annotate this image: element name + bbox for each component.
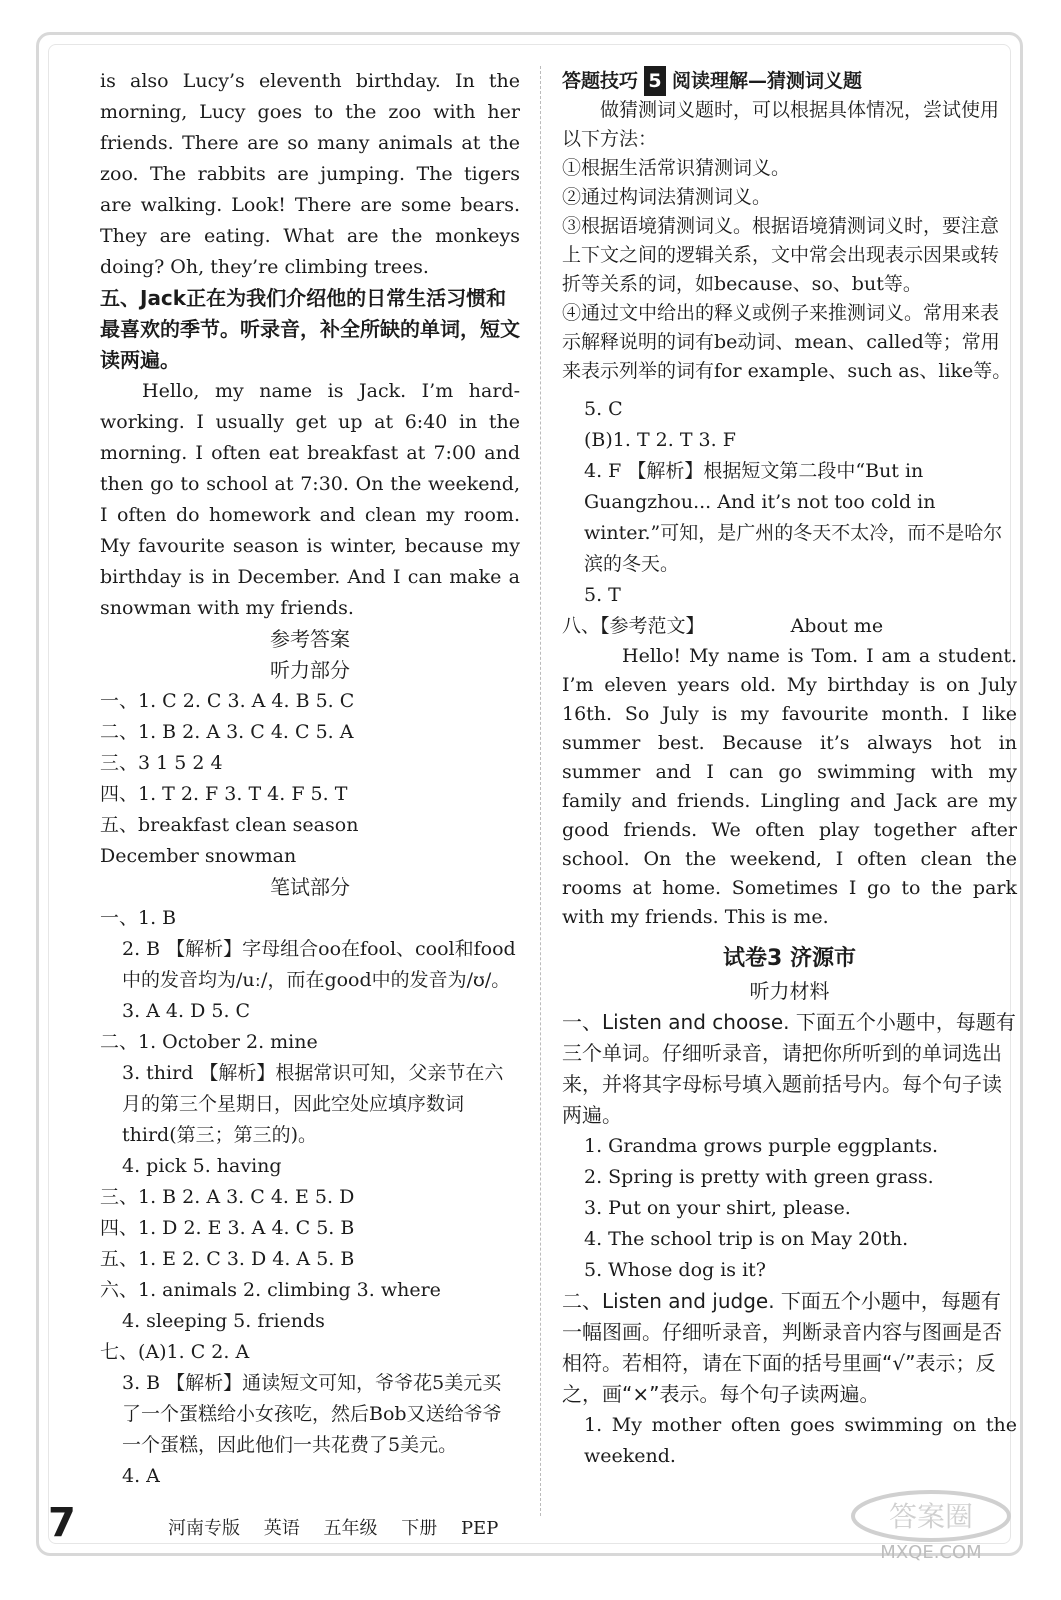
- tip-item: ①根据生活常识猜测词义。: [562, 157, 791, 179]
- answer-line: 三、3 1 5 2 4: [100, 752, 223, 774]
- listening-item: 3. Put on your shirt, please.: [584, 1197, 851, 1219]
- materials-title: 听力材料: [749, 979, 830, 1003]
- answer-line: 五、1. E 2. C 3. D 4. A 5. B: [100, 1248, 355, 1270]
- answer-line: 4. A: [122, 1465, 160, 1487]
- right-column: [562, 66, 1017, 1472]
- footer-subject: 英语: [263, 1518, 300, 1539]
- section-1-heading: 一、Listen and choose. 下面五个小题中，每题有三个单词。仔细听录音，请把你所听到的单词选出来，并将其字母标号填入题前括号内。每个句子读两遍。: [562, 1010, 1016, 1127]
- listening-item: 5. Whose dog is it?: [584, 1259, 766, 1281]
- answer-line: 五、breakfast clean season: [100, 814, 359, 836]
- footer-edition: 河南专版: [168, 1518, 240, 1539]
- page-footer: [48, 1500, 748, 1550]
- answer-line: 一、1. C 2. C 3. A 4. B 5. C: [100, 690, 355, 712]
- answer-explanation: 3. B 【解析】通读短文可知，爷爷花5美元买了一个蛋糕给小女孩吃，然后Bob又送给爷爷一个蛋糕，因此他们一共花费了5美元。: [122, 1372, 502, 1456]
- tip-title: 阅读理解—猜测词义题: [672, 70, 863, 92]
- question-5-text: Hello, my name is Jack. I’m hard-working. I usually get up at 6:40 in the morning. I often eat breakfast at 7:00 and then go to school at 7:30. On the weekend, I often do homework and clean my room. My favourite season is winter, because my birthday is in December. And I can make a snowman with my friends.: [100, 380, 520, 619]
- footer-info: [168, 1514, 498, 1540]
- answer-line: 七、(A)1. C 2. A: [100, 1341, 250, 1363]
- listening-item: 1. My mother often goes swimming on the weekend.: [584, 1414, 1017, 1467]
- watermark-text: MXQE.COM: [880, 1542, 982, 1563]
- essay-title: About me: [790, 615, 884, 637]
- listening-item: 2. Spring is pretty with green grass.: [584, 1166, 934, 1188]
- footer-publisher: PEP: [460, 1518, 499, 1539]
- left-column: [100, 66, 520, 1492]
- footer-grade: 五年级: [323, 1518, 378, 1539]
- question-5-heading: 五、Jack正在为我们介绍他的日常生活习惯和最喜欢的季节。听录音，补全所缺的单词，短文读两遍。: [100, 286, 520, 372]
- listening-title: 听力部分: [270, 658, 350, 682]
- answer-line: 六、1. animals 2. climbing 3. where: [100, 1279, 441, 1301]
- answer-line: (B)1. T 2. T 3. F: [584, 429, 736, 451]
- answer-explanation: 3. third 【解析】根据常识可知，父亲节在六月的第三个星期日，因此空处应填序数词third(第三；第三的)。: [122, 1062, 504, 1146]
- answer-explanation: 2. B 【解析】字母组合oo在fool、cool和food中的发音均为/uː/，而在good中的发音为/ʊ/。: [122, 938, 516, 991]
- tip-number-badge: 5: [644, 66, 666, 96]
- column-divider: [540, 66, 542, 1516]
- page-number: 7: [48, 1500, 76, 1546]
- answer-line: 5. T: [584, 584, 621, 606]
- answer-line: 5. C: [584, 398, 623, 420]
- listening-item: 1. Grandma grows purple eggplants.: [584, 1135, 939, 1157]
- answer-line: 四、1. T 2. F 3. T 4. F 5. T: [100, 783, 348, 805]
- paper-title: 试卷3 济源市: [723, 946, 856, 971]
- answer-line: 二、1. October 2. mine: [100, 1031, 318, 1053]
- question-8-label: 八、【参考范文】: [562, 615, 705, 637]
- tip-item: ②通过构词法猜测词义。: [562, 186, 772, 208]
- watermark: [846, 1488, 1016, 1568]
- tip-heading: [562, 66, 1017, 96]
- answer-line: December snowman: [100, 845, 297, 867]
- listening-item: 4. The school trip is on May 20th.: [584, 1228, 909, 1250]
- answer-line: 四、1. D 2. E 3. A 4. C 5. B: [100, 1217, 355, 1239]
- answers-title: 参考答案: [270, 627, 350, 651]
- answer-line: 二、1. B 2. A 3. C 4. C 5. A: [100, 721, 354, 743]
- answer-line: 一、1. B: [100, 907, 177, 929]
- essay-text: Hello! My name is Tom. I am a student. I’m eleven years old. My birthday is on July 16th. So July is my favourite month. I like summer best. Because it’s always hot in summer and I can go swimming with my family and friends. Lingling and Jack are my good friends. We often play together after school. On the weekend, I often clean the rooms at home. Sometimes I go to the park with my friends. This is me.: [562, 645, 1017, 928]
- essay-heading: [562, 611, 1017, 642]
- tip-item: ④通过文中给出的释义或例子来推测词义。常用来表示解释说明的词有be动词、mean、called等；常用来表示列举的词有for example、such as、like等。: [562, 302, 1012, 382]
- answer-explanation: 4. F 【解析】根据短文第二段中“But in Guangzhou... And it’s not too cold in winter.”可知，是广州的冬天不太冷，而不是哈尔滨的冬天。: [584, 460, 1003, 575]
- footer-volume: 下册: [401, 1518, 438, 1539]
- answer-line: 3. A 4. D 5. C: [122, 1000, 251, 1022]
- tip-item: ③根据语境猜测词义。根据语境猜测词义时，要注意上下文之间的逻辑关系，文中常会出现表示因果或转折等关系的词，如because、so、but等。: [562, 215, 1000, 295]
- answer-line: 4. sleeping 5. friends: [122, 1310, 325, 1332]
- answer-line: 三、1. B 2. A 3. C 4. E 5. D: [100, 1186, 355, 1208]
- tip-intro: 做猜测词义题时，可以根据具体情况，尝试使用以下方法：: [562, 99, 1000, 150]
- section-2-heading: 二、Listen and judge. 下面五个小题中，每题有一幅图画。仔细听录音，判断录音内容与图画是否相符。若相符，请在下面的括号里画“√”表示；反之，画“×”表示。每个句子读两遍。: [562, 1289, 1002, 1406]
- written-title: 笔试部分: [270, 875, 350, 899]
- svg-text:答案圈: 答案圈: [888, 1500, 974, 1533]
- passage-continuation: is also Lucy’s eleventh birthday. In the morning, Lucy goes to the zoo with her friends. There are so many animals at the zoo. The rabbits are jumping. The tigers are walking. Look! There are some bears. They are eating. What are the monkeys doing? Oh, they’re climbing trees.: [100, 70, 520, 278]
- answer-line: 4. pick 5. having: [122, 1155, 282, 1177]
- watermark-logo-icon: [846, 1488, 1016, 1544]
- tip-label: 答题技巧: [562, 70, 639, 92]
